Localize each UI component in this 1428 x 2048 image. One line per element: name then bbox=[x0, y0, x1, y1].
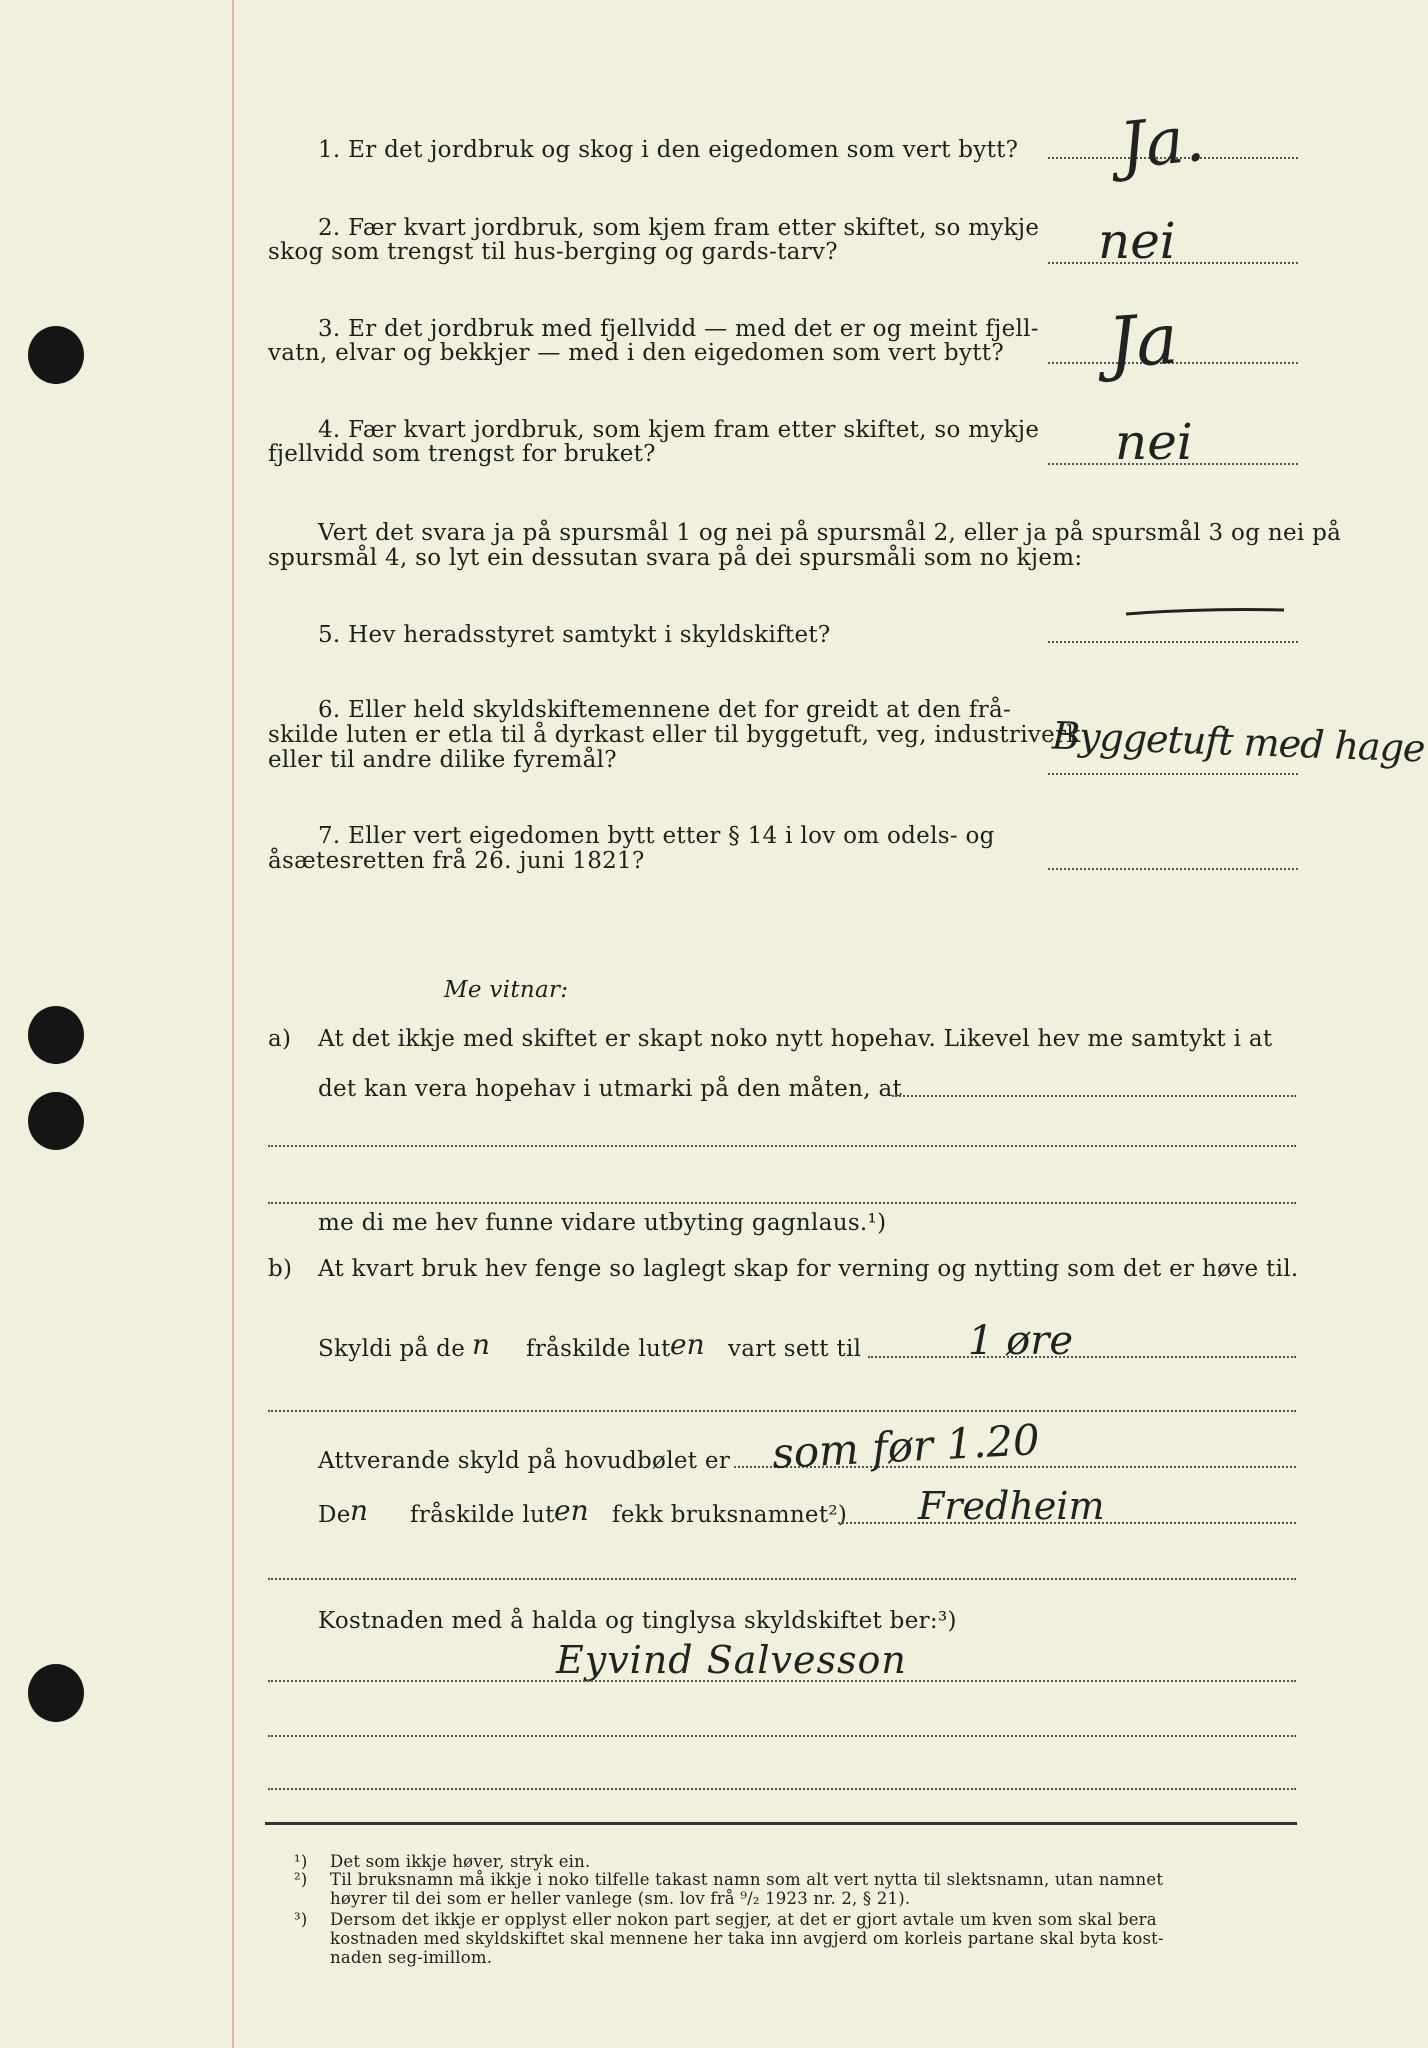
kostnad-line-1[interactable] bbox=[268, 1680, 1296, 1682]
clause-a-line-1: At det ikkje med skiftet er skapt noko nytt hopehav. Likevel hev me samtykt i at bbox=[318, 1026, 1273, 1052]
question-1: 1. Er det jordbruk og skog i den eigedomen som vert bytt? bbox=[318, 137, 1019, 163]
footnote-3-marker: ³) bbox=[294, 1910, 308, 1929]
question-3-line-2: vatn, elvar og bekkjer — med i den eigedomen som vert bytt? bbox=[268, 340, 1004, 366]
question-7-line-1: 7. Eller vert eigedomen bytt etter § 14 i lov om odels- og bbox=[318, 823, 995, 849]
attverande-value-handwritten: som før 1.20 bbox=[770, 1415, 1041, 1478]
answer-5-dash-handwritten bbox=[1124, 606, 1286, 618]
clause-b-marker: b) bbox=[268, 1256, 293, 1282]
clause-a-line-2: det kan vera hopehav i utmarki på den måten, at bbox=[318, 1076, 903, 1102]
skyld-lut-suffix-handwritten: en bbox=[670, 1328, 705, 1361]
answer-2-handwritten: nei bbox=[1098, 212, 1176, 270]
footnote-1-marker: ¹) bbox=[294, 1852, 308, 1871]
answer-6-handwritten: Byggetuft med hage bbox=[1051, 713, 1426, 771]
skyld-line[interactable] bbox=[868, 1356, 1296, 1358]
question-4-line-1: 4. Fær kvart jordbruk, som kjem fram etter skiftet, so mykje bbox=[318, 417, 1040, 443]
answer-line-6[interactable] bbox=[1048, 773, 1298, 775]
answer-1-handwritten: Ja. bbox=[1116, 101, 1208, 185]
clause-a-line-3: me di me hev funne vidare utbyting gagnlaus.¹) bbox=[318, 1210, 887, 1236]
kostnad-line-3[interactable] bbox=[268, 1788, 1296, 1790]
question-3-line-1: 3. Er det jordbruk med fjellvidd — med det er og meint fjell- bbox=[318, 316, 1039, 342]
question-7-line-2: åsætesretten frå 26. juni 1821? bbox=[268, 848, 645, 874]
kostnad-value-handwritten: Eyvind Salvesson bbox=[556, 1638, 907, 1682]
hopehav-line-1[interactable] bbox=[892, 1095, 1296, 1097]
punch-hole bbox=[28, 1092, 84, 1150]
skyld-label-2: fråskilde lut bbox=[526, 1336, 671, 1362]
bruksnamn-extra-line[interactable] bbox=[268, 1578, 1296, 1580]
punch-hole bbox=[28, 1006, 84, 1064]
attverande-label: Attverande skyld på hovudbølet er bbox=[318, 1448, 731, 1474]
conditional-note-line-2: spursmål 4, so lyt ein dessutan svara på dei spursmåli som no kjem: bbox=[268, 545, 1083, 571]
bruksnamn-suffix-handwritten: n bbox=[350, 1494, 369, 1527]
skyld-value-handwritten: 1 øre bbox=[968, 1318, 1074, 1364]
witness-heading: Me vitnar: bbox=[444, 977, 569, 1003]
question-6-line-1: 6. Eller held skyldskiftemennene det for greidt at den frå- bbox=[318, 697, 1012, 723]
margin-rule bbox=[232, 0, 234, 2048]
footnote-3-line-1: Dersom det ikkje er opplyst eller nokon part segjer, at det er gjort avtale um kven som skal bera bbox=[330, 1910, 1157, 1929]
answer-3-handwritten: Ja bbox=[1105, 297, 1181, 385]
bruksnamn-lut-suffix-handwritten: en bbox=[554, 1494, 589, 1527]
skyld-label-1: Skyldi på de bbox=[318, 1336, 466, 1362]
kostnad-line-2[interactable] bbox=[268, 1735, 1296, 1737]
question-5: 5. Hev heradsstyret samtykt i skyldskiftet? bbox=[318, 622, 831, 648]
answer-line-7[interactable] bbox=[1048, 868, 1298, 870]
hopehav-line-3[interactable] bbox=[268, 1202, 1296, 1204]
skyld-extra-line[interactable] bbox=[268, 1410, 1296, 1412]
skyld-label-3: vart sett til bbox=[728, 1336, 862, 1362]
footnote-separator bbox=[265, 1822, 1297, 1825]
bruksnamn-label-2: fråskilde lut bbox=[410, 1502, 555, 1528]
bruksnamn-label-1: De bbox=[318, 1502, 351, 1528]
answer-line-5[interactable] bbox=[1048, 641, 1298, 643]
footnote-1: Det som ikkje høver, stryk ein. bbox=[330, 1852, 591, 1871]
footnote-2-line-1: Til bruksnamn må ikkje i noko tilfelle takast namn som alt vert nytta til slektsnamn, utan namnet bbox=[330, 1870, 1164, 1889]
question-6-line-2: skilde luten er etla til å dyrkast eller til byggetuft, veg, industriverk bbox=[268, 722, 1081, 748]
bruksnamn-label-3: fekk bruksnamnet²) bbox=[612, 1502, 848, 1528]
bruksnamn-value-handwritten: Fredheim bbox=[918, 1484, 1105, 1528]
conditional-note-line-1: Vert det svara ja på spursmål 1 og nei på spursmål 2, eller ja på spursmål 3 og nei på bbox=[318, 520, 1342, 546]
question-4-line-2: fjellvidd som trengst for bruket? bbox=[268, 441, 656, 467]
punch-hole bbox=[28, 326, 84, 384]
footnote-3-line-3: naden seg-imillom. bbox=[330, 1948, 493, 1967]
hopehav-line-2[interactable] bbox=[268, 1145, 1296, 1147]
kostnad-label: Kostnaden med å halda og tinglysa skyldskiftet ber:³) bbox=[318, 1608, 957, 1634]
answer-4-handwritten: nei bbox=[1115, 413, 1193, 471]
footnote-2-line-2: høyrer til dei som er heller vanlege (sm. lov frå ⁹/₂ 1923 nr. 2, § 21). bbox=[330, 1889, 911, 1908]
footnote-2-marker: ²) bbox=[294, 1870, 308, 1889]
punch-hole bbox=[28, 1664, 84, 1722]
skyld-suffix-handwritten: n bbox=[472, 1328, 491, 1361]
question-6-line-3: eller til andre dilike fyremål? bbox=[268, 747, 617, 773]
question-2-line-1: 2. Fær kvart jordbruk, som kjem fram etter skiftet, so mykje bbox=[318, 215, 1040, 241]
clause-a-marker: a) bbox=[268, 1026, 292, 1052]
footnote-3-line-2: kostnaden med skyldskiftet skal mennene her taka inn avgjerd om korleis partane skal byta kost- bbox=[330, 1929, 1164, 1948]
clause-b-line-1: At kvart bruk hev fenge so laglegt skap for verning og nytting som det er høve til. bbox=[318, 1256, 1299, 1282]
question-2-line-2: skog som trengst til hus-berging og gards-tarv? bbox=[268, 239, 838, 265]
